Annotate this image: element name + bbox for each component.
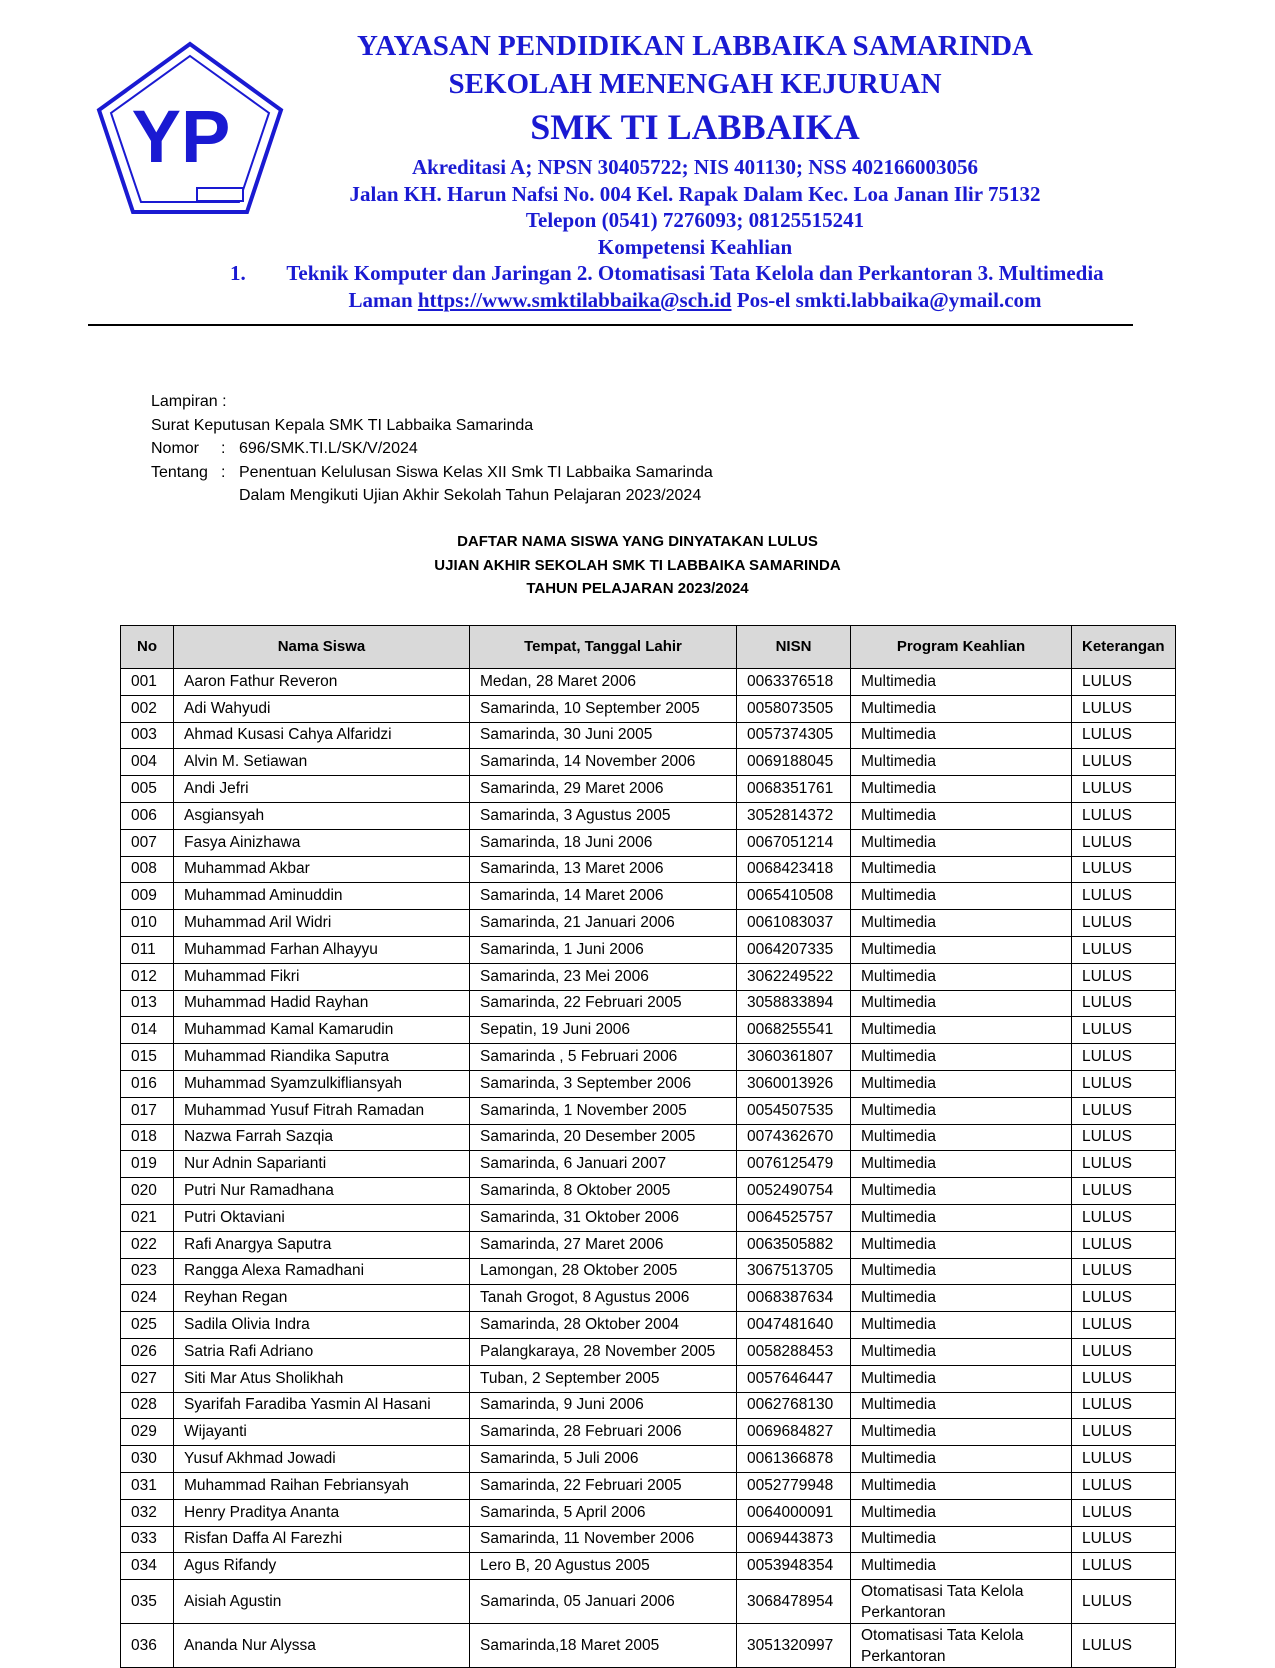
cell-name: Muhammad Riandika Saputra <box>174 1044 470 1071</box>
website-label: Laman <box>348 287 413 312</box>
cell-birth: Samarinda, 31 Oktober 2006 <box>470 1204 737 1231</box>
attachment-block <box>151 390 713 508</box>
cell-name: Muhammad Hadid Rayhan <box>174 990 470 1017</box>
cell-birth: Samarinda, 1 November 2005 <box>470 1097 737 1124</box>
table-row <box>121 856 1176 883</box>
cell-program: Otomatisasi Tata Kelola Perkantoran <box>851 1580 1072 1624</box>
cell-program: Multimedia <box>851 1044 1072 1071</box>
cell-no: 034 <box>121 1553 174 1580</box>
table-row <box>121 1446 1176 1473</box>
competency-heading: Kompetensi Keahlian <box>597 234 793 259</box>
cell-name: Muhammad Aril Widri <box>174 910 470 937</box>
cell-nisn: 0074362670 <box>737 1124 851 1151</box>
table-row <box>121 695 1176 722</box>
cell-nisn: 3068478954 <box>737 1580 851 1624</box>
table-row <box>121 1231 1176 1258</box>
website-link[interactable]: https://www.smktilabbaika@sch.id <box>417 287 732 312</box>
cell-program: Multimedia <box>851 936 1072 963</box>
cell-status: LULUS <box>1072 1392 1176 1419</box>
cell-birth: Samarinda, 05 Januari 2006 <box>470 1580 737 1624</box>
subject-row: Tentang : Penentuan Kelulusan Siswa Kelas XII Smk TI Labbaika Samarinda <box>151 461 713 485</box>
cell-no: 024 <box>121 1285 174 1312</box>
cell-no: 004 <box>121 749 174 776</box>
table-row <box>121 1526 1176 1553</box>
cell-name: Muhammad Farhan Alhayyu <box>174 936 470 963</box>
cell-status: LULUS <box>1072 1178 1176 1205</box>
cell-status: LULUS <box>1072 802 1176 829</box>
cell-birth: Samarinda, 22 Februari 2005 <box>470 990 737 1017</box>
cell-nisn: 3052814372 <box>737 802 851 829</box>
cell-nisn: 0069188045 <box>737 749 851 776</box>
cell-program: Multimedia <box>851 1178 1072 1205</box>
cell-name: Henry Praditya Ananta <box>174 1499 470 1526</box>
cell-nisn: 0057646447 <box>737 1365 851 1392</box>
cell-birth: Samarinda, 3 September 2006 <box>470 1070 737 1097</box>
cell-birth: Samarinda, 27 Maret 2006 <box>470 1231 737 1258</box>
cell-status: LULUS <box>1072 936 1176 963</box>
cell-birth: Samarinda, 3 Agustus 2005 <box>470 802 737 829</box>
cell-program: Multimedia <box>851 1312 1072 1339</box>
cell-nisn: 3067513705 <box>737 1258 851 1285</box>
cell-nisn: 0052779948 <box>737 1472 851 1499</box>
table-row <box>121 1151 1176 1178</box>
cell-no: 002 <box>121 695 174 722</box>
cell-status: LULUS <box>1072 749 1176 776</box>
cell-nisn: 0076125479 <box>737 1151 851 1178</box>
cell-birth: Samarinda, 13 Maret 2006 <box>470 856 737 883</box>
table-row <box>121 1285 1176 1312</box>
cell-status: LULUS <box>1072 669 1176 696</box>
cell-birth: Samarinda, 22 Februari 2005 <box>470 1472 737 1499</box>
graduates-table <box>120 625 1176 1668</box>
table-row <box>121 1124 1176 1151</box>
header-no: No <box>121 626 174 669</box>
cell-status: LULUS <box>1072 1499 1176 1526</box>
cell-no: 009 <box>121 883 174 910</box>
cell-nisn: 0068387634 <box>737 1285 851 1312</box>
cell-no: 007 <box>121 829 174 856</box>
table-row <box>121 749 1176 776</box>
cell-nisn: 0058288453 <box>737 1338 851 1365</box>
cell-nisn: 0063376518 <box>737 669 851 696</box>
logo-lettering: YP <box>131 95 231 178</box>
cell-status: LULUS <box>1072 1124 1176 1151</box>
table-row <box>121 1258 1176 1285</box>
cell-nisn: 0064000091 <box>737 1499 851 1526</box>
cell-birth: Samarinda, 11 November 2006 <box>470 1526 737 1553</box>
programs-number: 1. <box>230 261 246 285</box>
table-row <box>121 990 1176 1017</box>
cell-no: 008 <box>121 856 174 883</box>
cell-nisn: 0068423418 <box>737 856 851 883</box>
cell-birth: Samarinda, 5 Juli 2006 <box>470 1446 737 1473</box>
cell-name: Siti Mar Atus Sholikhah <box>174 1365 470 1392</box>
cell-nisn: 0057374305 <box>737 722 851 749</box>
cell-nisn: 0062768130 <box>737 1392 851 1419</box>
table-row <box>121 1624 1176 1668</box>
cell-program: Multimedia <box>851 856 1072 883</box>
cell-program: Multimedia <box>851 883 1072 910</box>
table-row <box>121 1097 1176 1124</box>
cell-name: Muhammad Syamzulkifliansyah <box>174 1070 470 1097</box>
cell-program: Multimedia <box>851 1446 1072 1473</box>
cell-name: Sadila Olivia Indra <box>174 1312 470 1339</box>
cell-no: 019 <box>121 1151 174 1178</box>
cell-nisn: 0052490754 <box>737 1178 851 1205</box>
table-row <box>121 776 1176 803</box>
cell-birth: Samarinda, 30 Juni 2005 <box>470 722 737 749</box>
cell-status: LULUS <box>1072 1419 1176 1446</box>
cell-birth: Samarinda , 5 Februari 2006 <box>470 1044 737 1071</box>
cell-birth: Samarinda, 8 Oktober 2005 <box>470 1178 737 1205</box>
table-row <box>121 1204 1176 1231</box>
cell-nisn: 0064207335 <box>737 936 851 963</box>
cell-no: 035 <box>121 1580 174 1624</box>
table-row <box>121 1178 1176 1205</box>
cell-birth: Samarinda, 20 Desember 2005 <box>470 1124 737 1151</box>
cell-birth: Samarinda, 14 Maret 2006 <box>470 883 737 910</box>
cell-status: LULUS <box>1072 1446 1176 1473</box>
cell-status: LULUS <box>1072 1151 1176 1178</box>
cell-no: 031 <box>121 1472 174 1499</box>
cell-name: Aaron Fathur Reveron <box>174 669 470 696</box>
cell-name: Aisiah Agustin <box>174 1580 470 1624</box>
table-row <box>121 802 1176 829</box>
cell-name: Rafi Anargya Saputra <box>174 1231 470 1258</box>
cell-no: 003 <box>121 722 174 749</box>
table-row <box>121 1365 1176 1392</box>
cell-program: Multimedia <box>851 695 1072 722</box>
cell-program: Multimedia <box>851 1258 1072 1285</box>
table-row <box>121 1070 1176 1097</box>
table-row <box>121 963 1176 990</box>
cell-program: Multimedia <box>851 669 1072 696</box>
cell-name: Muhammad Akbar <box>174 856 470 883</box>
number-value: 696/SMK.TI.L/SK/V/2024 <box>239 440 418 457</box>
cell-nisn: 0065410508 <box>737 883 851 910</box>
cell-no: 023 <box>121 1258 174 1285</box>
cell-program: Multimedia <box>851 1338 1072 1365</box>
contact-line <box>215 287 1175 314</box>
cell-status: LULUS <box>1072 963 1176 990</box>
cell-no: 030 <box>121 1446 174 1473</box>
cell-nisn: 0069684827 <box>737 1419 851 1446</box>
cell-name: Reyhan Regan <box>174 1285 470 1312</box>
header-nisn: NISN <box>737 626 851 669</box>
cell-program: Otomatisasi Tata Kelola Perkantoran <box>851 1624 1072 1668</box>
cell-status: LULUS <box>1072 1017 1176 1044</box>
table-header-row <box>121 626 1176 669</box>
cell-status: LULUS <box>1072 883 1176 910</box>
cell-nisn: 0064525757 <box>737 1204 851 1231</box>
cell-name: Putri Oktaviani <box>174 1204 470 1231</box>
cell-name: Muhammad Kamal Kamarudin <box>174 1017 470 1044</box>
cell-birth: Samarinda,18 Maret 2005 <box>470 1624 737 1668</box>
cell-birth: Samarinda, 1 Juni 2006 <box>470 936 737 963</box>
programs-line <box>215 260 1175 287</box>
phone-line: Telepon (0541) 7276093; 08125515241 <box>525 208 865 232</box>
cell-no: 029 <box>121 1419 174 1446</box>
table-row <box>121 1472 1176 1499</box>
cell-no: 026 <box>121 1338 174 1365</box>
table-row <box>121 1499 1176 1526</box>
cell-birth: Samarinda, 23 Mei 2006 <box>470 963 737 990</box>
cell-birth: Samarinda, 29 Maret 2006 <box>470 776 737 803</box>
cell-nisn: 0058073505 <box>737 695 851 722</box>
title-line-3: TAHUN PELAJARAN 2023/2024 <box>526 580 749 597</box>
cell-birth: Samarinda, 6 Januari 2007 <box>470 1151 737 1178</box>
cell-program: Multimedia <box>851 776 1072 803</box>
cell-program: Multimedia <box>851 990 1072 1017</box>
table-row <box>121 1392 1176 1419</box>
cell-name: Syarifah Faradiba Yasmin Al Hasani <box>174 1392 470 1419</box>
cell-status: LULUS <box>1072 1070 1176 1097</box>
table-row <box>121 1312 1176 1339</box>
cell-no: 006 <box>121 802 174 829</box>
cell-status: LULUS <box>1072 1472 1176 1499</box>
subject-label: Tentang <box>151 463 208 481</box>
cell-no: 013 <box>121 990 174 1017</box>
cell-name: Agus Rifandy <box>174 1553 470 1580</box>
cell-status: LULUS <box>1072 1338 1176 1365</box>
cell-program: Multimedia <box>851 1017 1072 1044</box>
cell-birth: Samarinda, 5 April 2006 <box>470 1499 737 1526</box>
cell-program: Multimedia <box>851 829 1072 856</box>
header-divider <box>88 324 1133 326</box>
cell-no: 016 <box>121 1070 174 1097</box>
cell-program: Multimedia <box>851 1124 1072 1151</box>
header-name: Nama Siswa <box>174 626 470 669</box>
cell-program: Multimedia <box>851 1070 1072 1097</box>
cell-birth: Samarinda, 14 November 2006 <box>470 749 737 776</box>
cell-no: 005 <box>121 776 174 803</box>
cell-name: Adi Wahyudi <box>174 695 470 722</box>
cell-program: Multimedia <box>851 1472 1072 1499</box>
cell-birth: Samarinda, 10 September 2005 <box>470 695 737 722</box>
cell-no: 020 <box>121 1178 174 1205</box>
cell-birth: Tanah Grogot, 8 Agustus 2006 <box>470 1285 737 1312</box>
cell-no: 015 <box>121 1044 174 1071</box>
cell-birth: Sepatin, 19 Juni 2006 <box>470 1017 737 1044</box>
cell-status: LULUS <box>1072 776 1176 803</box>
cell-status: LULUS <box>1072 990 1176 1017</box>
table-row <box>121 883 1176 910</box>
cell-program: Multimedia <box>851 1526 1072 1553</box>
cell-status: LULUS <box>1072 910 1176 937</box>
header-birth: Tempat, Tanggal Lahir <box>470 626 737 669</box>
cell-nisn: 0068255541 <box>737 1017 851 1044</box>
table-row <box>121 1419 1176 1446</box>
cell-no: 010 <box>121 910 174 937</box>
title-line-2: UJIAN AKHIR SEKOLAH SMK TI LABBAIKA SAMARINDA <box>434 556 841 574</box>
cell-name: Muhammad Yusuf Fitrah Ramadan <box>174 1097 470 1124</box>
cell-program: Multimedia <box>851 1419 1072 1446</box>
cell-birth: Samarinda, 28 Oktober 2004 <box>470 1312 737 1339</box>
school-type: SEKOLAH MENENGAH KEJURUAN <box>448 68 942 100</box>
cell-name: Asgiansyah <box>174 802 470 829</box>
cell-program: Multimedia <box>851 802 1072 829</box>
attachment-label: Lampiran : <box>151 393 227 410</box>
number-label: Nomor <box>151 440 200 457</box>
cell-status: LULUS <box>1072 1365 1176 1392</box>
cell-nisn: 0069443873 <box>737 1526 851 1553</box>
cell-nisn: 0063505882 <box>737 1231 851 1258</box>
cell-no: 032 <box>121 1499 174 1526</box>
cell-name: Muhammad Raihan Febriansyah <box>174 1472 470 1499</box>
cell-program: Multimedia <box>851 1365 1072 1392</box>
cell-program: Multimedia <box>851 722 1072 749</box>
cell-nisn: 3060361807 <box>737 1044 851 1071</box>
cell-no: 011 <box>121 936 174 963</box>
cell-status: LULUS <box>1072 856 1176 883</box>
cell-program: Multimedia <box>851 910 1072 937</box>
title-line-1: DAFTAR NAMA SISWA YANG DINYATAKAN LULUS <box>457 533 818 550</box>
cell-status: LULUS <box>1072 1580 1176 1624</box>
cell-name: Muhammad Aminuddin <box>174 883 470 910</box>
number-row: Nomor : 696/SMK.TI.L/SK/V/2024 <box>151 437 713 461</box>
cell-name: Risfan Daffa Al Farezhi <box>174 1526 470 1553</box>
cell-status: LULUS <box>1072 829 1176 856</box>
table-row <box>121 1553 1176 1580</box>
cell-nisn: 0061083037 <box>737 910 851 937</box>
cell-birth: Medan, 28 Maret 2006 <box>470 669 737 696</box>
cell-name: Alvin M. Setiawan <box>174 749 470 776</box>
cell-birth: Samarinda, 9 Juni 2006 <box>470 1392 737 1419</box>
programs-text: Teknik Komputer dan Jaringan 2. Otomatisasi Tata Kelola dan Perkantoran 3. Multimedia <box>286 261 1104 285</box>
cell-status: LULUS <box>1072 1553 1176 1580</box>
table-row <box>121 1017 1176 1044</box>
cell-birth: Samarinda, 28 Februari 2006 <box>470 1419 737 1446</box>
cell-birth: Tuban, 2 September 2005 <box>470 1365 737 1392</box>
cell-name: Satria Rafi Adriano <box>174 1338 470 1365</box>
cell-nisn: 3062249522 <box>737 963 851 990</box>
subject-line-1: Penentuan Kelulusan Siswa Kelas XII Smk TI Labbaika Samarinda <box>239 463 713 481</box>
cell-status: LULUS <box>1072 1204 1176 1231</box>
header-program: Program Keahlian <box>851 626 1072 669</box>
cell-nisn: 3060013926 <box>737 1070 851 1097</box>
cell-nisn: 0067051214 <box>737 829 851 856</box>
cell-no: 017 <box>121 1097 174 1124</box>
cell-name: Ahmad Kusasi Cahya Alfaridzi <box>174 722 470 749</box>
cell-program: Multimedia <box>851 963 1072 990</box>
table-row <box>121 1580 1176 1624</box>
cell-name: Fasya Ainizhawa <box>174 829 470 856</box>
foundation-name: YAYASAN PENDIDIKAN LABBAIKA SAMARINDA <box>357 30 1033 62</box>
cell-status: LULUS <box>1072 1312 1176 1339</box>
cell-name: Andi Jefri <box>174 776 470 803</box>
cell-no: 001 <box>121 669 174 696</box>
school-name: SMK TI LABBAIKA <box>530 107 860 147</box>
cell-program: Multimedia <box>851 1499 1072 1526</box>
cell-program: Multimedia <box>851 1204 1072 1231</box>
cell-program: Multimedia <box>851 1097 1072 1124</box>
cell-program: Multimedia <box>851 1553 1072 1580</box>
address-line: Jalan KH. Harun Nafsi No. 004 Kel. Rapak Dalam Kec. Loa Janan Ilir 75132 <box>349 181 1041 206</box>
cell-name: Muhammad Fikri <box>174 963 470 990</box>
email-text: Pos-el smkti.labbaika@ymail.com <box>736 287 1042 312</box>
table-row <box>121 936 1176 963</box>
cell-name: Rangga Alexa Ramadhani <box>174 1258 470 1285</box>
cell-name: Nur Adnin Saparianti <box>174 1151 470 1178</box>
cell-status: LULUS <box>1072 1526 1176 1553</box>
cell-no: 036 <box>121 1624 174 1668</box>
cell-status: LULUS <box>1072 1097 1176 1124</box>
cell-no: 027 <box>121 1365 174 1392</box>
table-body <box>121 669 1176 1668</box>
cell-no: 022 <box>121 1231 174 1258</box>
accreditation-line: Akreditasi A; NPSN 30405722; NIS 401130; NSS 402166003056 <box>411 155 979 179</box>
cell-status: LULUS <box>1072 1231 1176 1258</box>
cell-no: 012 <box>121 963 174 990</box>
header-status: Keterangan <box>1072 626 1176 669</box>
cell-birth: Samarinda, 21 Januari 2006 <box>470 910 737 937</box>
cell-name: Ananda Nur Alyssa <box>174 1624 470 1668</box>
decree-title: Surat Keputusan Kepala SMK TI Labbaika Samarinda <box>151 416 534 434</box>
cell-nisn: 0053948354 <box>737 1553 851 1580</box>
cell-nisn: 0047481640 <box>737 1312 851 1339</box>
cell-program: Multimedia <box>851 1392 1072 1419</box>
cell-program: Multimedia <box>851 1151 1072 1178</box>
cell-program: Multimedia <box>851 749 1072 776</box>
cell-nisn: 3058833894 <box>737 990 851 1017</box>
table-row <box>121 829 1176 856</box>
cell-birth: Samarinda, 18 Juni 2006 <box>470 829 737 856</box>
cell-nisn: 0061366878 <box>737 1446 851 1473</box>
subject-line-2: Dalam Mengikuti Ujian Akhir Sekolah Tahun Pelajaran 2023/2024 <box>239 487 702 504</box>
table-row <box>121 722 1176 749</box>
cell-status: LULUS <box>1072 1044 1176 1071</box>
cell-status: LULUS <box>1072 695 1176 722</box>
cell-birth: Lero B, 20 Agustus 2005 <box>470 1553 737 1580</box>
cell-status: LULUS <box>1072 1624 1176 1668</box>
table-row <box>121 910 1176 937</box>
cell-no: 014 <box>121 1017 174 1044</box>
cell-program: Multimedia <box>851 1285 1072 1312</box>
cell-no: 033 <box>121 1526 174 1553</box>
list-title <box>0 530 1275 601</box>
cell-status: LULUS <box>1072 722 1176 749</box>
cell-no: 021 <box>121 1204 174 1231</box>
cell-status: LULUS <box>1072 1258 1176 1285</box>
cell-program: Multimedia <box>851 1231 1072 1258</box>
cell-nisn: 0068351761 <box>737 776 851 803</box>
cell-nisn: 0054507535 <box>737 1097 851 1124</box>
cell-birth: Palangkaraya, 28 November 2005 <box>470 1338 737 1365</box>
cell-name: Yusuf Akhmad Jowadi <box>174 1446 470 1473</box>
letterhead <box>215 28 1175 313</box>
cell-no: 028 <box>121 1392 174 1419</box>
cell-no: 018 <box>121 1124 174 1151</box>
cell-name: Nazwa Farrah Sazqia <box>174 1124 470 1151</box>
table-row <box>121 1044 1176 1071</box>
cell-no: 025 <box>121 1312 174 1339</box>
table-row <box>121 669 1176 696</box>
cell-name: Putri Nur Ramadhana <box>174 1178 470 1205</box>
cell-nisn: 3051320997 <box>737 1624 851 1668</box>
cell-birth: Lamongan, 28 Oktober 2005 <box>470 1258 737 1285</box>
table-row <box>121 1338 1176 1365</box>
cell-status: LULUS <box>1072 1285 1176 1312</box>
cell-name: Wijayanti <box>174 1419 470 1446</box>
